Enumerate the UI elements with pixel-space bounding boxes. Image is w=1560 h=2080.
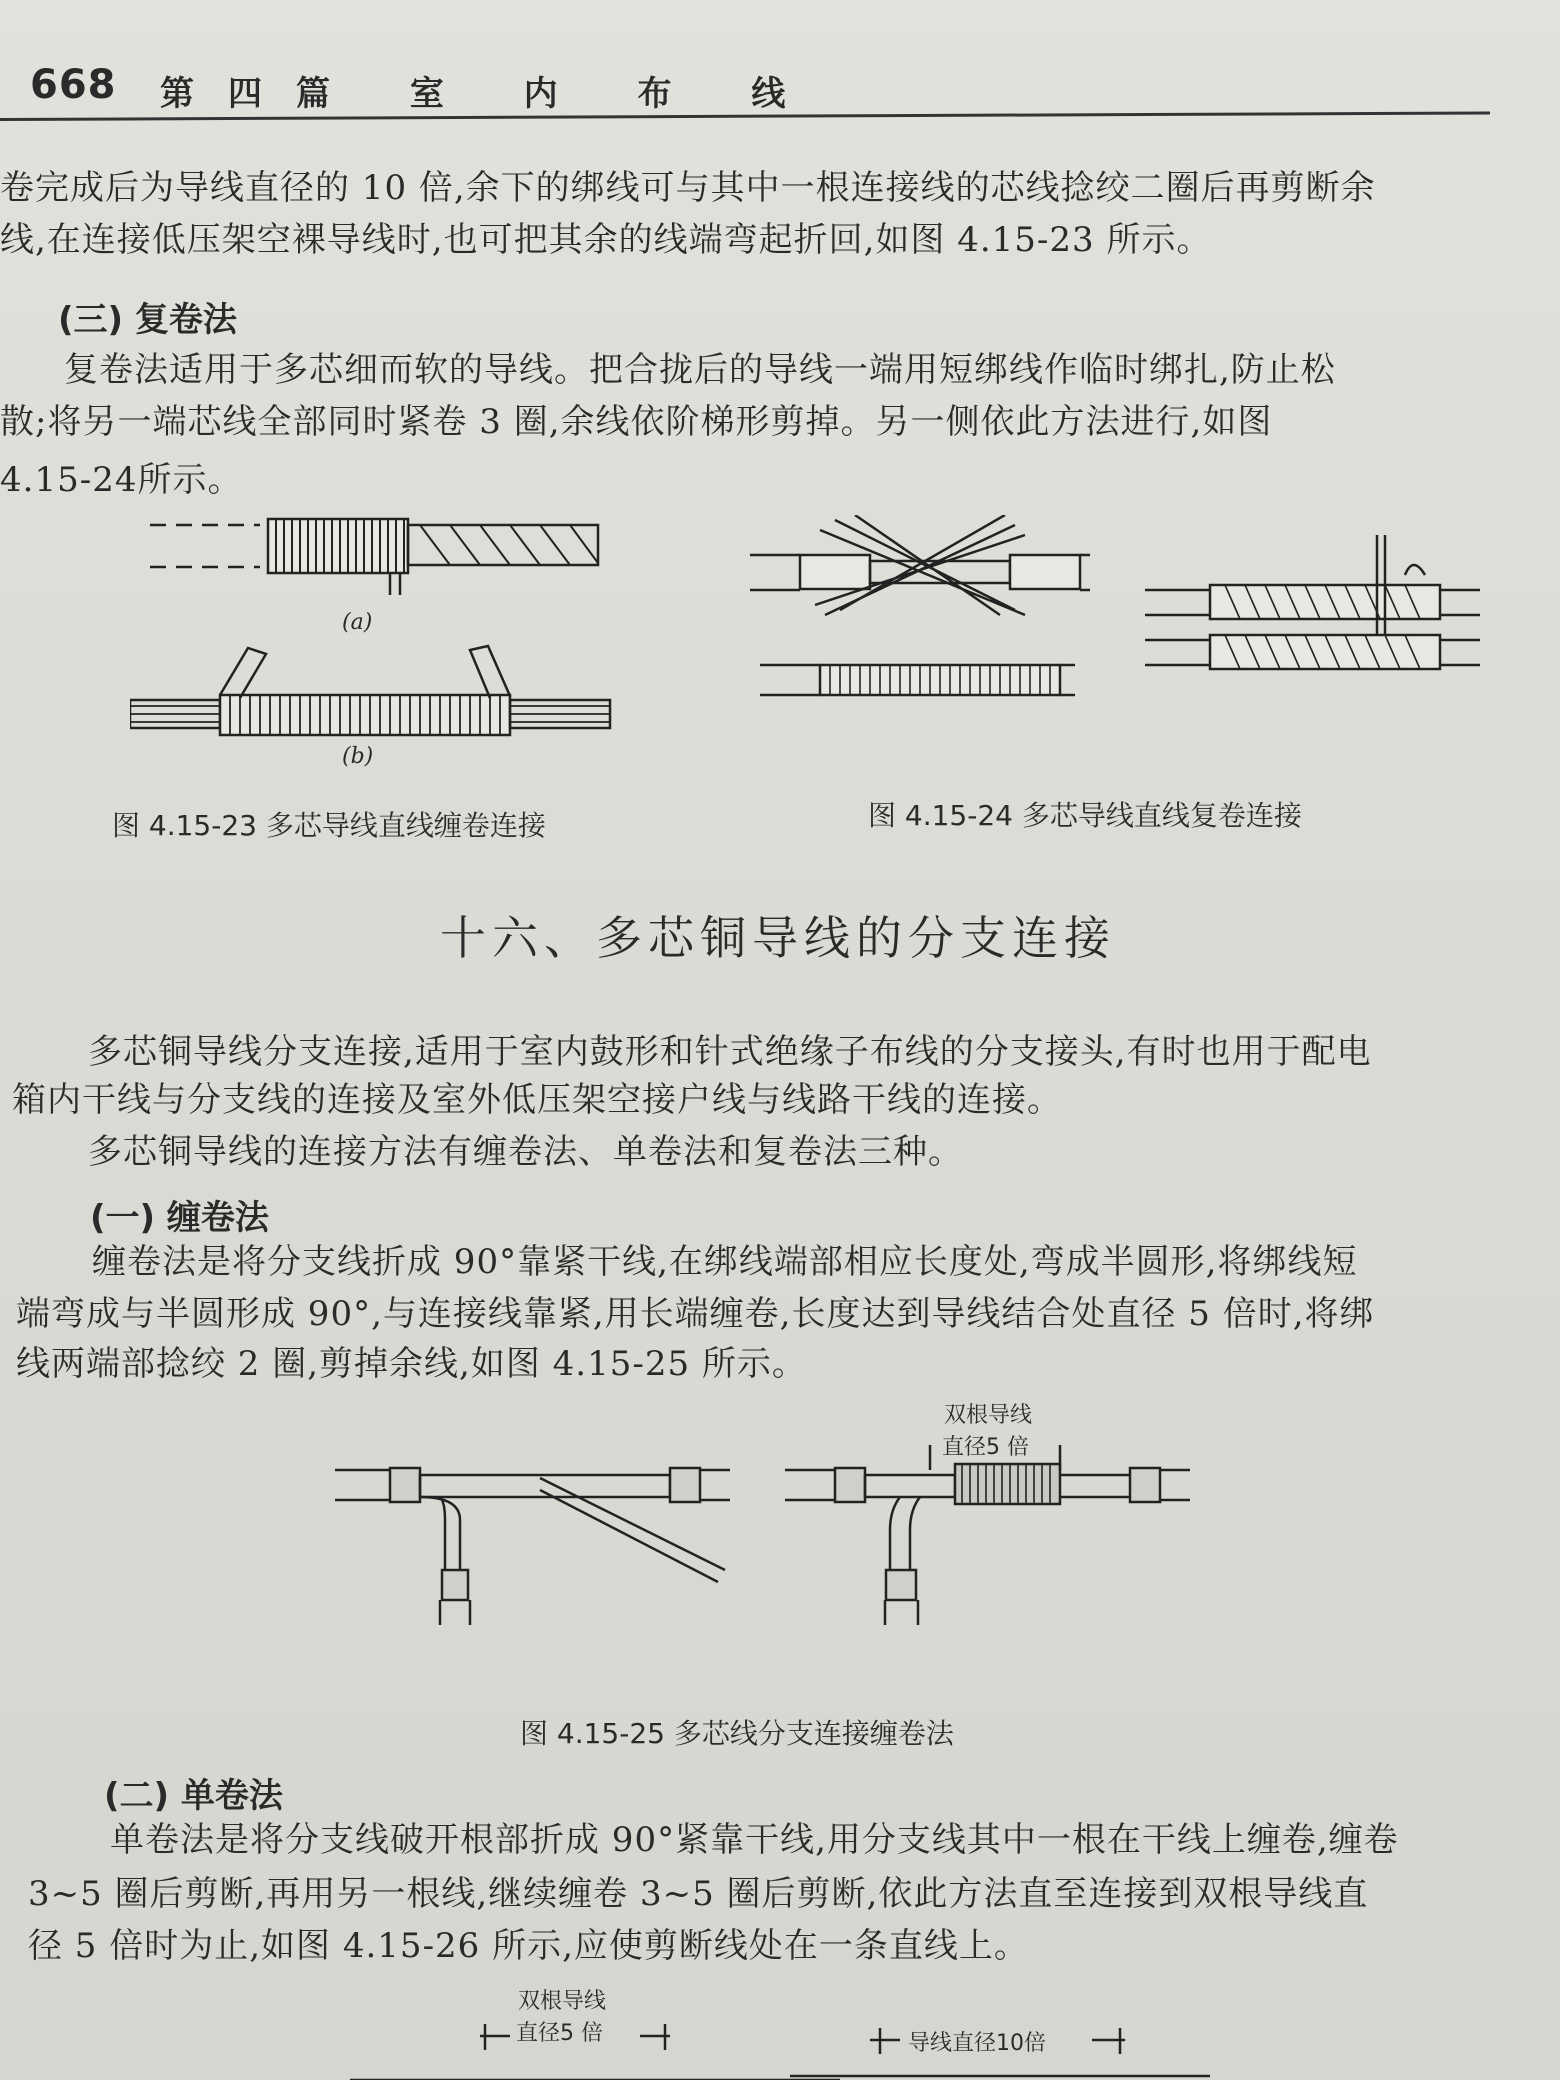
paragraph-line: 端弯成与半圆形成 90°,与连接线靠紧,用长端缠卷,长度达到导线结合处直径 5 倍时,将绑 <box>16 1294 1375 1334</box>
paragraph-line: 散;将另一端芯线全部同时紧卷 3 圈,余线依阶梯形剪掉。另一侧依此方法进行,如图 <box>0 402 1273 442</box>
paragraph-line: 复卷法适用于多芯细而软的导线。把合拢后的导线一端用短绑线作临时绑扎,防止松 <box>64 350 1336 390</box>
figure-23-label-b: (b) <box>342 744 374 769</box>
figure-23a-drawing <box>150 505 610 595</box>
paragraph-line: 多芯铜导线分支连接,适用于室内鼓形和针式绝缘子布线的分支接头,有时也用于配电 <box>88 1032 1372 1072</box>
subsection-title-fujuan: (三) 复卷法 <box>58 300 237 340</box>
figure-24-drawing <box>745 515 1485 715</box>
paragraph-line: 3~5 圈后剪断,再用另一根线,继续缠卷 3~5 圈后剪断,依此方法直至连接到双根导线直 <box>28 1874 1369 1914</box>
figure-23-label-a: (a) <box>342 610 373 635</box>
paragraph-line: 单卷法是将分支线破开根部折成 90°紧靠干线,用分支线其中一根在干线上缠卷,缠卷 <box>110 1820 1399 1860</box>
figure-26-label-top: 双根导线 <box>518 1989 607 2014</box>
paragraph-line: 线两端部捻绞 2 圈,剪掉余线,如图 4.15-25 所示。 <box>16 1344 807 1384</box>
figure-25-drawing <box>330 1420 1210 1630</box>
paragraph-line: 箱内干线与分支线的连接及室外低压架空接户线与线路干线的连接。 <box>12 1080 1062 1120</box>
figure-25-label-top: 双根导线 <box>944 1403 1033 1428</box>
subsection-title-danjuan: (二) 单卷法 <box>104 1776 283 1816</box>
figure-26-drawing <box>340 2010 1220 2080</box>
paragraph-line: 卷完成后为导线直径的 10 倍,余下的绑线可与其中一根连接线的芯线捻绞二圈后再剪断余 <box>0 168 1376 208</box>
section-title: 第四篇 室 内 布 线 <box>160 74 820 114</box>
paragraph-line: 线,在连接低压架空裸导线时,也可把其余的线端弯起折回,如图 4.15-23 所示。 <box>0 220 1212 260</box>
chapter-heading: 十六、多芯铜导线的分支连接 <box>440 911 1116 965</box>
figure-25-label-dim: 直径5 倍 <box>942 1435 1029 1460</box>
paragraph-line: 多芯铜导线的连接方法有缠卷法、单卷法和复卷法三种。 <box>88 1132 963 1172</box>
figure-23b-drawing <box>130 640 620 740</box>
figure-25-caption: 图 4.15-25 多芯线分支连接缠卷法 <box>520 1717 954 1750</box>
paragraph-line: 径 5 倍时为止,如图 4.15-26 所示,应使剪断线处在一条直线上。 <box>28 1926 1029 1966</box>
figure-24-caption: 图 4.15-24 多芯导线直线复卷连接 <box>868 799 1302 832</box>
figure-23-caption: 图 4.15-23 多芯导线直线缠卷连接 <box>112 809 546 842</box>
paragraph-line: 缠卷法是将分支线折成 90°靠紧干线,在绑线端部相应长度处,弯成半圆形,将绑线短 <box>92 1242 1358 1282</box>
paragraph-line: 4.15-24所示。 <box>0 460 243 500</box>
subsection-title-chanjuan: (一) 缠卷法 <box>90 1198 269 1238</box>
figure-26-label-dim: 直径5 倍 <box>516 2021 603 2046</box>
page-number: 668 <box>30 62 117 108</box>
figure-26-label-right: 导线直径10倍 <box>908 2031 1046 2056</box>
